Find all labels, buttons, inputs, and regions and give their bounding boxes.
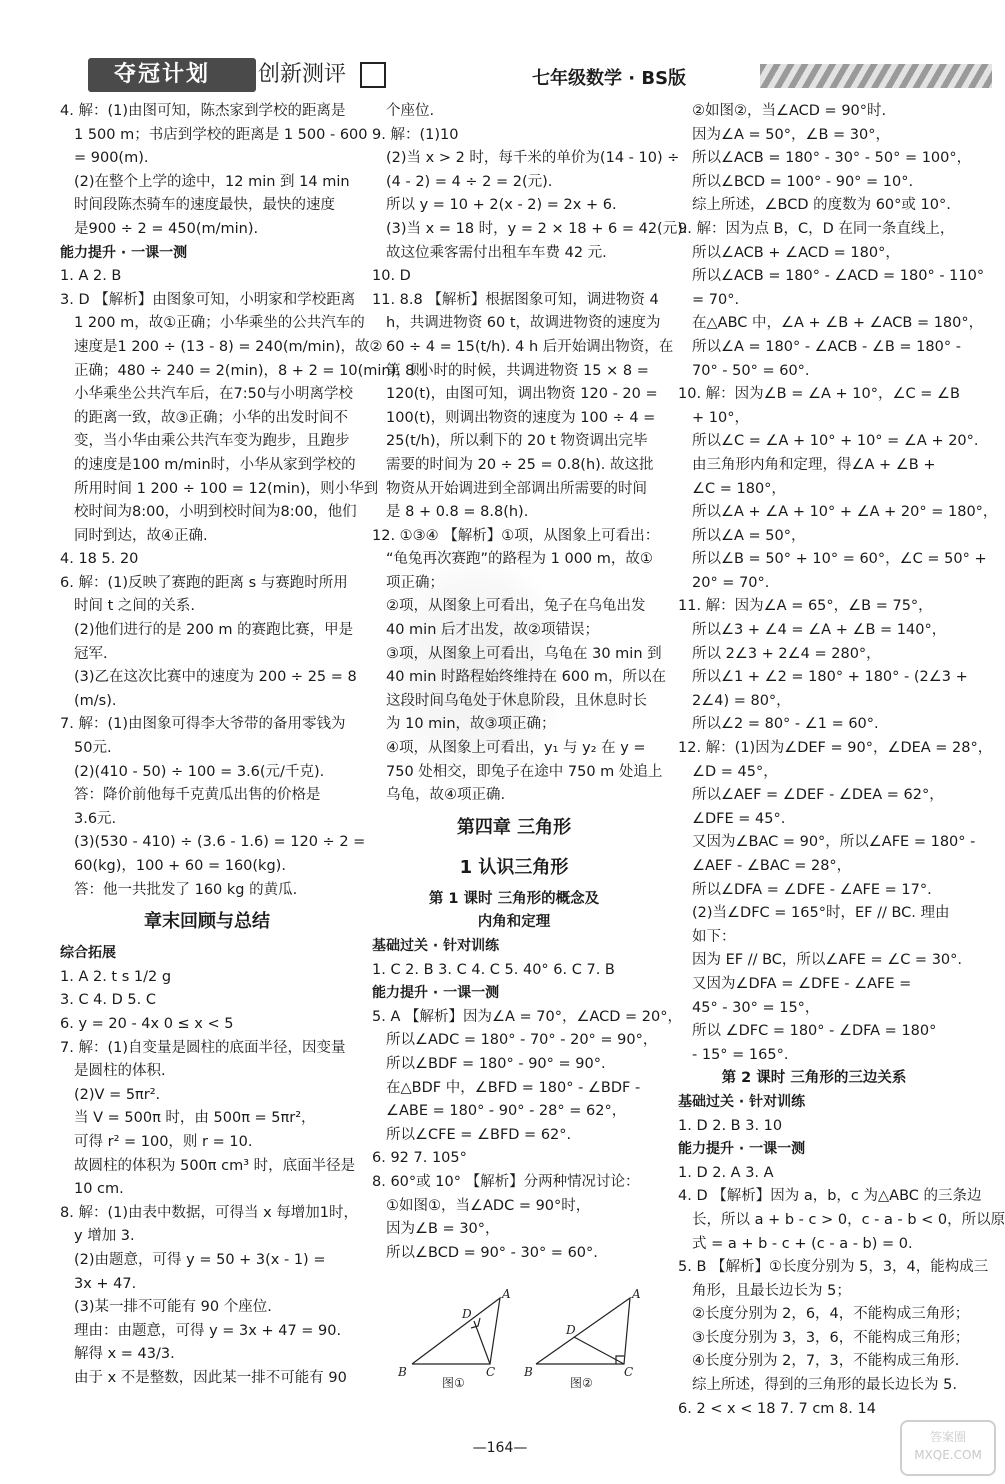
answer-line: 在△BDF 中，∠BFD = 180° - ∠BDF - bbox=[386, 1079, 641, 1096]
answer-line: h，共调进物资 60 t，故调进物资的速度为 bbox=[386, 315, 661, 332]
answer-line: 所以∠ACB + ∠ACD = 180°， bbox=[692, 244, 900, 261]
answer-line: 角形，且最长边长为 5； bbox=[692, 1282, 851, 1299]
answer-line: 6. 解：(1)反映了赛跑的距离 s 与赛跑时所用 bbox=[60, 574, 348, 591]
fig2-label-D: D bbox=[566, 1323, 576, 1337]
answer-line: 因为 EF // BC，所以∠AFE = ∠C = 30°. bbox=[692, 952, 963, 969]
answer-line: 又因为∠DFA = ∠DFE - ∠AFE = bbox=[692, 975, 912, 992]
answer-line: 所以∠DFA = ∠DFE - ∠AFE = 17°. bbox=[692, 881, 932, 898]
answer-line: 的速度是100 m/min时，小华从家到学校的 bbox=[74, 456, 356, 473]
answer-column-2 bbox=[372, 100, 688, 1265]
answer-line: 1. A 2. B bbox=[60, 268, 122, 285]
answer-line: ∠ABE = 180° - 90° - 28° = 62°， bbox=[386, 1103, 627, 1120]
answer-line: 7. 解：(1)自变量是圆柱的底面半径，因变量 bbox=[60, 1039, 346, 1056]
answer-line: 10. D bbox=[372, 268, 411, 285]
answer-line: 3.6元. bbox=[74, 810, 117, 827]
answer-line: 1 200 m，故①正确；小华乘坐的公共汽车的 bbox=[74, 315, 365, 332]
brand-logo: 夺冠计划 bbox=[88, 58, 256, 92]
fig1-label-B: B bbox=[398, 1365, 407, 1379]
answer-line: 8. 解：(1)由表中数据，可得当 x 每增加1时， bbox=[60, 1204, 359, 1221]
fig1-label-D: D bbox=[462, 1307, 472, 1321]
answer-line: y 增加 3. bbox=[74, 1228, 135, 1245]
answer-line: 25(t/h)，所以剩下的 20 t 物资调出完毕 bbox=[386, 433, 648, 450]
answer-line: + 10°， bbox=[692, 409, 749, 426]
answer-line: 所以∠C = ∠A + 10° + 10° = ∠A + 20°. bbox=[692, 433, 979, 450]
answer-line: 能力提升 · 一课一测 bbox=[372, 985, 500, 1002]
figure-1 bbox=[412, 1298, 500, 1364]
answer-line: 所以 ∠DFC = 180° - ∠DFA = 180° bbox=[692, 1023, 937, 1040]
answer-line: 40 min 时路程始终维持在 600 m，所以在 bbox=[386, 669, 667, 686]
answer-line: 能力提升 · 一课一测 bbox=[60, 244, 188, 261]
answer-line: 所以∠1 + ∠2 = 180° + 180° - (2∠3 + bbox=[692, 669, 968, 686]
answer-line: = 900(m). bbox=[74, 150, 149, 167]
answer-line: 4. 解：(1)由图可知，陈杰家到学校的距离是 bbox=[60, 103, 346, 119]
answer-line: 7. 解：(1)由图象可得李大爷带的备用零钱为 bbox=[60, 716, 346, 733]
answer-line: 5. A 【解析】因为∠A = 70°，∠ACD = 20°， bbox=[372, 1008, 682, 1025]
answer-line: ③长度分别为 3，3，6，不能构成三角形； bbox=[692, 1329, 970, 1346]
answer-line: 所以∠CFE = ∠BFD = 62°. bbox=[386, 1126, 572, 1143]
answer-line: 6. 2 < x < 18 7. 7 cm 8. 14 bbox=[678, 1400, 876, 1417]
answer-line: 综上所述，得到的三角形的最长边长为 5. bbox=[692, 1377, 957, 1394]
answer-line: ∠DFE = 45°. bbox=[692, 810, 786, 827]
answer-line: 6. y = 20 - 4x 0 ≤ x < 5 bbox=[60, 1015, 234, 1032]
answer-line: 第四章 三角形 bbox=[456, 816, 572, 838]
answer-line: ∠C = 180°， bbox=[692, 480, 786, 497]
answer-line: ②项，从图象上可看出，兔子在乌龟出发 bbox=[386, 598, 646, 615]
answer-line: 10 cm. bbox=[74, 1181, 124, 1198]
answer-line: 40 min 后才出发，故②项错误； bbox=[386, 622, 600, 639]
answer-line: “龟兔再次赛跑”的路程为 1 000 m，故① bbox=[386, 551, 653, 568]
answer-line: 乌龟，故④项正确. bbox=[386, 787, 506, 804]
answer-line: 120(t)，由图可知，调出物资 120 - 20 = bbox=[386, 386, 658, 403]
answer-line: 故这位乘客需付出租车车费 42 元. bbox=[386, 244, 607, 261]
answer-line: (3)(530 - 410) ÷ (3.6 - 1.6) = 120 ÷ 2 = bbox=[74, 834, 366, 851]
answer-line: 20° = 70°. bbox=[692, 574, 770, 591]
answer-line: 校时间为8:00，小明到校时间为8:00，他们 bbox=[74, 504, 357, 521]
answer-line: 所以 2∠3 + 2∠4 = 280°， bbox=[692, 645, 881, 662]
answer-line: 第 1 课时 三角形的概念及 bbox=[428, 890, 600, 907]
answer-line: 答：降价前他每千克黄瓜出售的价格是 bbox=[74, 787, 321, 804]
answer-line: 45° - 30° = 15°， bbox=[692, 999, 820, 1016]
answer-line: 所以∠A + ∠A + 10° + ∠A + 20° = 180°， bbox=[692, 504, 998, 521]
figure-2 bbox=[536, 1298, 630, 1364]
answer-line: 能力提升 · 一课一测 bbox=[678, 1141, 806, 1158]
answer-line: 所以 y = 10 + 2(x - 2) = 2x + 6. bbox=[386, 197, 617, 214]
fig2-label-C: C bbox=[624, 1365, 634, 1379]
answer-line: = 70°. bbox=[692, 291, 740, 308]
answer-line: 3x + 47. bbox=[74, 1275, 137, 1292]
fig2-label-B: B bbox=[524, 1365, 533, 1379]
answer-line: 1. D 2. B 3. 10 bbox=[678, 1117, 783, 1134]
watermark-title: 答案圈 bbox=[929, 1430, 966, 1444]
answer-column-3 bbox=[678, 100, 1005, 1421]
answer-line: 是圆柱的体积. bbox=[74, 1063, 166, 1080]
answer-line: 冠军. bbox=[74, 645, 108, 662]
answer-line: (2)他们进行的是 200 m 的赛跑比赛，甲是 bbox=[74, 622, 354, 639]
answer-line: (2)当 x > 2 时，每千米的单价为(14 - 10) ÷ bbox=[386, 150, 680, 167]
triangle-1-height bbox=[474, 1321, 490, 1364]
answer-line: ∠D = 45°， bbox=[692, 763, 778, 780]
answer-line: 理由：由题意，可得 y = 3x + 47 = 90. bbox=[74, 1322, 342, 1339]
answer-line: 第 8 小时的时候，共调进物资 15 × 8 = bbox=[386, 362, 649, 379]
answer-line: 100(t)，则调出物资的速度为 100 ÷ 4 = bbox=[386, 409, 656, 426]
answer-line: 个座位. bbox=[386, 103, 435, 119]
fig2-caption: 图② bbox=[570, 1376, 593, 1390]
answer-line: 物资从开始调进到全部调出所需要的时间 bbox=[386, 480, 647, 497]
header-stripe bbox=[760, 64, 992, 88]
answer-line: 12. ①③④ 【解析】①项，从图象上可看出： bbox=[372, 527, 660, 544]
answer-line: 正确；480 ÷ 240 = 2(min)，8 + 2 = 10(min)，则 bbox=[74, 362, 426, 379]
answer-line: 1 500 m；书店到学校的距离是 1 500 - 600 bbox=[74, 126, 368, 143]
answer-line: 所以∠3 + ∠4 = ∠A + ∠B = 140°， bbox=[692, 622, 947, 639]
answer-line: 内角和定理 bbox=[477, 914, 551, 931]
answer-line: 1 认识三角形 bbox=[459, 856, 569, 878]
triangle-2-outline bbox=[536, 1298, 630, 1364]
answer-line: ③项，从图象上可看出，乌龟在 30 min 到 bbox=[386, 645, 662, 662]
fig1-caption: 图① bbox=[442, 1376, 465, 1390]
answer-line: 第 2 课时 三角形的三边关系 bbox=[721, 1070, 907, 1087]
page-header bbox=[0, 0, 1000, 96]
page-number: —164— bbox=[472, 1440, 528, 1456]
answer-line: 8. 60°或 10° 【解析】分两种情况讨论： bbox=[372, 1173, 640, 1190]
answer-line: 60 ÷ 4 = 15(t/h). 4 h 后开始调出物资，在 bbox=[386, 338, 674, 355]
answer-line: ④长度分别为 2，7，3，不能构成三角形. bbox=[692, 1353, 960, 1370]
answer-line: ④项，从图象上可看出，y₁ 与 y₂ 在 y = bbox=[386, 740, 646, 757]
answer-line: ②长度分别为 2，6，4，不能构成三角形； bbox=[692, 1306, 970, 1323]
answer-line: 所以∠BCD = 90° - 30° = 60°. bbox=[386, 1244, 598, 1261]
answer-line: (2)(410 - 50) ÷ 100 = 3.6(元/千克). bbox=[74, 763, 325, 780]
answer-line: 需要的时间为 20 ÷ 25 = 0.8(h). 故这批 bbox=[386, 456, 654, 473]
answer-line: 长，所以 a + b - c > 0，c - a - b < 0，所以原 bbox=[692, 1211, 1005, 1228]
answer-line: 基础过关 · 针对训练 bbox=[678, 1093, 806, 1110]
answer-line: 同时到达，故④正确. bbox=[74, 527, 208, 544]
answer-line: 由于 x 不是整数，因此某一排不可能有 90 bbox=[74, 1369, 347, 1386]
answer-line: 所以∠ACB = 180° - 30° - 50° = 100°， bbox=[692, 150, 972, 167]
answer-line: 10. 解：因为∠B = ∠A + 10°，∠C = ∠B bbox=[678, 386, 960, 403]
answer-line: 故圆柱的体积为 500π cm³ 时，底面半径是 bbox=[74, 1157, 356, 1174]
answer-line: 的距离一致，故③正确；小华的出发时间不 bbox=[74, 409, 348, 426]
answer-line: 因为∠A = 50°，∠B = 30°， bbox=[692, 126, 891, 143]
answer-line: 所以∠A = 50°， bbox=[692, 527, 806, 544]
answer-line: 变，当小华由乘公共汽车变为跑步，且跑步 bbox=[74, 433, 350, 450]
answer-line: 这段时间乌龟处于休息阶段，且休息时长 bbox=[386, 692, 647, 709]
answer-line: - 15° = 165°. bbox=[692, 1046, 789, 1063]
answer-line: (3)乙在这次比赛中的速度为 200 ÷ 25 = 8 bbox=[74, 669, 357, 686]
answer-line: 所以∠2 = 80° - ∠1 = 60°. bbox=[692, 716, 879, 733]
answer-line: 3. D 【解析】由图象可知，小明家和学校距离 bbox=[60, 291, 356, 308]
fig1-label-C: C bbox=[486, 1365, 496, 1379]
answer-line: (3)某一排不可能有 90 个座位. bbox=[74, 1299, 272, 1316]
answer-line: 时间 t 之间的关系. bbox=[74, 598, 196, 615]
answer-line: 1. C 2. B 3. C 4. C 5. 40° 6. C 7. B bbox=[372, 961, 615, 978]
answer-line: 70° - 50° = 60°. bbox=[692, 362, 810, 379]
answer-line: 5. B 【解析】①长度分别为 5，3，4，能构成三 bbox=[678, 1259, 989, 1276]
watermark-url: MXQE.COM bbox=[914, 1448, 982, 1462]
answer-line: 所以∠B = 50° + 10° = 60°，∠C = 50° + bbox=[692, 551, 987, 568]
answer-line: ①如图①，当∠ADC = 90°时， bbox=[386, 1197, 591, 1214]
answer-line: 解得 x = 43/3. bbox=[74, 1346, 175, 1363]
answer-line: 因为∠B = 30°， bbox=[386, 1221, 500, 1238]
answer-line: (2)在整个上学的途中，12 min 到 14 min bbox=[74, 173, 350, 190]
answer-line: 小华乘坐公共汽车后，在7:50与小明离学校 bbox=[74, 386, 354, 403]
answer-line: 750 处相交，即兔子在途中 750 m 处追上 bbox=[386, 763, 663, 780]
answer-line: 9. 解：因为点 B，C，D 在同一条直线上， bbox=[678, 220, 955, 237]
answer-line: ∠AEF - ∠BAC = 28°， bbox=[692, 858, 852, 874]
brand-subtitle: 创新测评 bbox=[258, 62, 347, 87]
answer-line: 所以∠ADC = 180° - 70° - 20° = 90°， bbox=[386, 1032, 658, 1049]
fig1-label-A: A bbox=[502, 1287, 511, 1301]
triangle-figures bbox=[388, 1288, 650, 1388]
answer-line: 如下： bbox=[692, 928, 736, 945]
answer-line: 又因为∠BAC = 90°，所以∠AFE = 180° - bbox=[692, 834, 976, 851]
answer-line: (3)当 x = 18 时，y = 2 × 18 + 6 = 42(元). bbox=[386, 220, 688, 237]
answer-line: 为 10 min，故③项正确； bbox=[386, 716, 556, 733]
answer-line: 3. C 4. D 5. C bbox=[60, 992, 156, 1009]
answer-line: 项正确； bbox=[386, 574, 444, 591]
answer-line: (2)由题意，可得 y = 50 + 3(x - 1) = bbox=[74, 1251, 326, 1268]
fig2-label-A: A bbox=[632, 1287, 641, 1301]
answer-line: 4. 18 5. 20 bbox=[60, 551, 139, 568]
answer-line: 综上所述，∠BCD 的度数为 60°或 10°. bbox=[692, 197, 951, 214]
grade-label: 七年级数学 · BS版 bbox=[532, 68, 687, 89]
answer-line: 当 V = 500π 时，由 500π = 5πr²， bbox=[74, 1110, 316, 1127]
answer-line: 60(kg)，100 + 60 = 160(kg). bbox=[74, 858, 286, 874]
answer-line: 是 8 + 0.8 = 8.8(h). bbox=[386, 504, 529, 521]
answer-line: 基础过关 · 针对训练 bbox=[372, 938, 500, 954]
answer-line: 答：他一共批发了 160 kg 的黄瓜. bbox=[74, 881, 298, 898]
answer-line: 11. 8.8 【解析】根据图象可知，调进物资 4 bbox=[372, 291, 659, 308]
answer-line: 时间段陈杰骑车的速度最快，最快的速度 bbox=[74, 197, 335, 214]
right-angle-1 bbox=[471, 1318, 480, 1328]
answer-line: (2)当∠DFC = 165°时，EF // BC. 理由 bbox=[692, 905, 950, 922]
answer-line: 4. D 【解析】因为 a，b，c 为△ABC 的三条边 bbox=[678, 1188, 982, 1205]
answer-line: 50元. bbox=[74, 740, 112, 757]
answer-line: 12. 解：(1)因为∠DEF = 90°，∠DEA = 28°， bbox=[678, 740, 993, 757]
answer-line: (2)V = 5πr². bbox=[74, 1086, 161, 1103]
answer-line: 11. 解：因为∠A = 65°，∠B = 75°， bbox=[678, 598, 933, 615]
answer-line: ②如图②，当∠ACD = 90°时. bbox=[692, 103, 887, 119]
brand-mark-icon bbox=[360, 62, 386, 88]
answer-line: 所以∠A = 180° - ∠ACB - ∠B = 180° - bbox=[692, 338, 961, 355]
answer-line: 所以∠BDF = 180° - 90° = 90°. bbox=[386, 1055, 606, 1072]
answer-line: 6. 92 7. 105° bbox=[372, 1150, 467, 1167]
answer-line: 所以∠AEF = ∠DEF - ∠DEA = 62°， bbox=[692, 787, 944, 804]
answer-line: 1. A 2. t s 1/2 g bbox=[60, 968, 172, 985]
answer-line: 速度是1 200 ÷ (13 - 8) = 240(m/min)，故② bbox=[74, 338, 383, 355]
answer-line: 章末回顾与总结 bbox=[144, 911, 270, 933]
answer-line: 2∠4) = 80°， bbox=[692, 692, 791, 709]
site-watermark bbox=[900, 1420, 996, 1476]
answer-line: 9. 解：(1)10 bbox=[372, 126, 459, 143]
answer-line: 1. D 2. A 3. A bbox=[678, 1164, 774, 1181]
answer-line: (m/s). bbox=[74, 692, 117, 709]
answer-line: 在△ABC 中，∠A + ∠B + ∠ACB = 180°， bbox=[692, 315, 984, 332]
answer-line: 所以∠ACB = 180° - ∠ACD = 180° - 110° bbox=[692, 268, 985, 285]
answer-line: 由三角形内角和定理，得∠A + ∠B + bbox=[692, 456, 936, 473]
answer-line: (4 - 2) = 4 ÷ 2 = 2(元). bbox=[386, 173, 553, 190]
answer-line: 所用时间 1 200 ÷ 100 = 12(min)，则小华到 bbox=[74, 480, 379, 497]
answer-line: 综合拓展 bbox=[60, 945, 116, 962]
answer-line: 式 = a + b - c + (c - a - b) = 0. bbox=[692, 1235, 913, 1252]
answer-line: 是900 ÷ 2 = 450(m/min). bbox=[74, 220, 259, 237]
answer-line: 所以∠BCD = 100° - 90° = 10°. bbox=[692, 173, 914, 190]
answer-line: 可得 r² = 100，则 r = 10. bbox=[74, 1133, 253, 1150]
